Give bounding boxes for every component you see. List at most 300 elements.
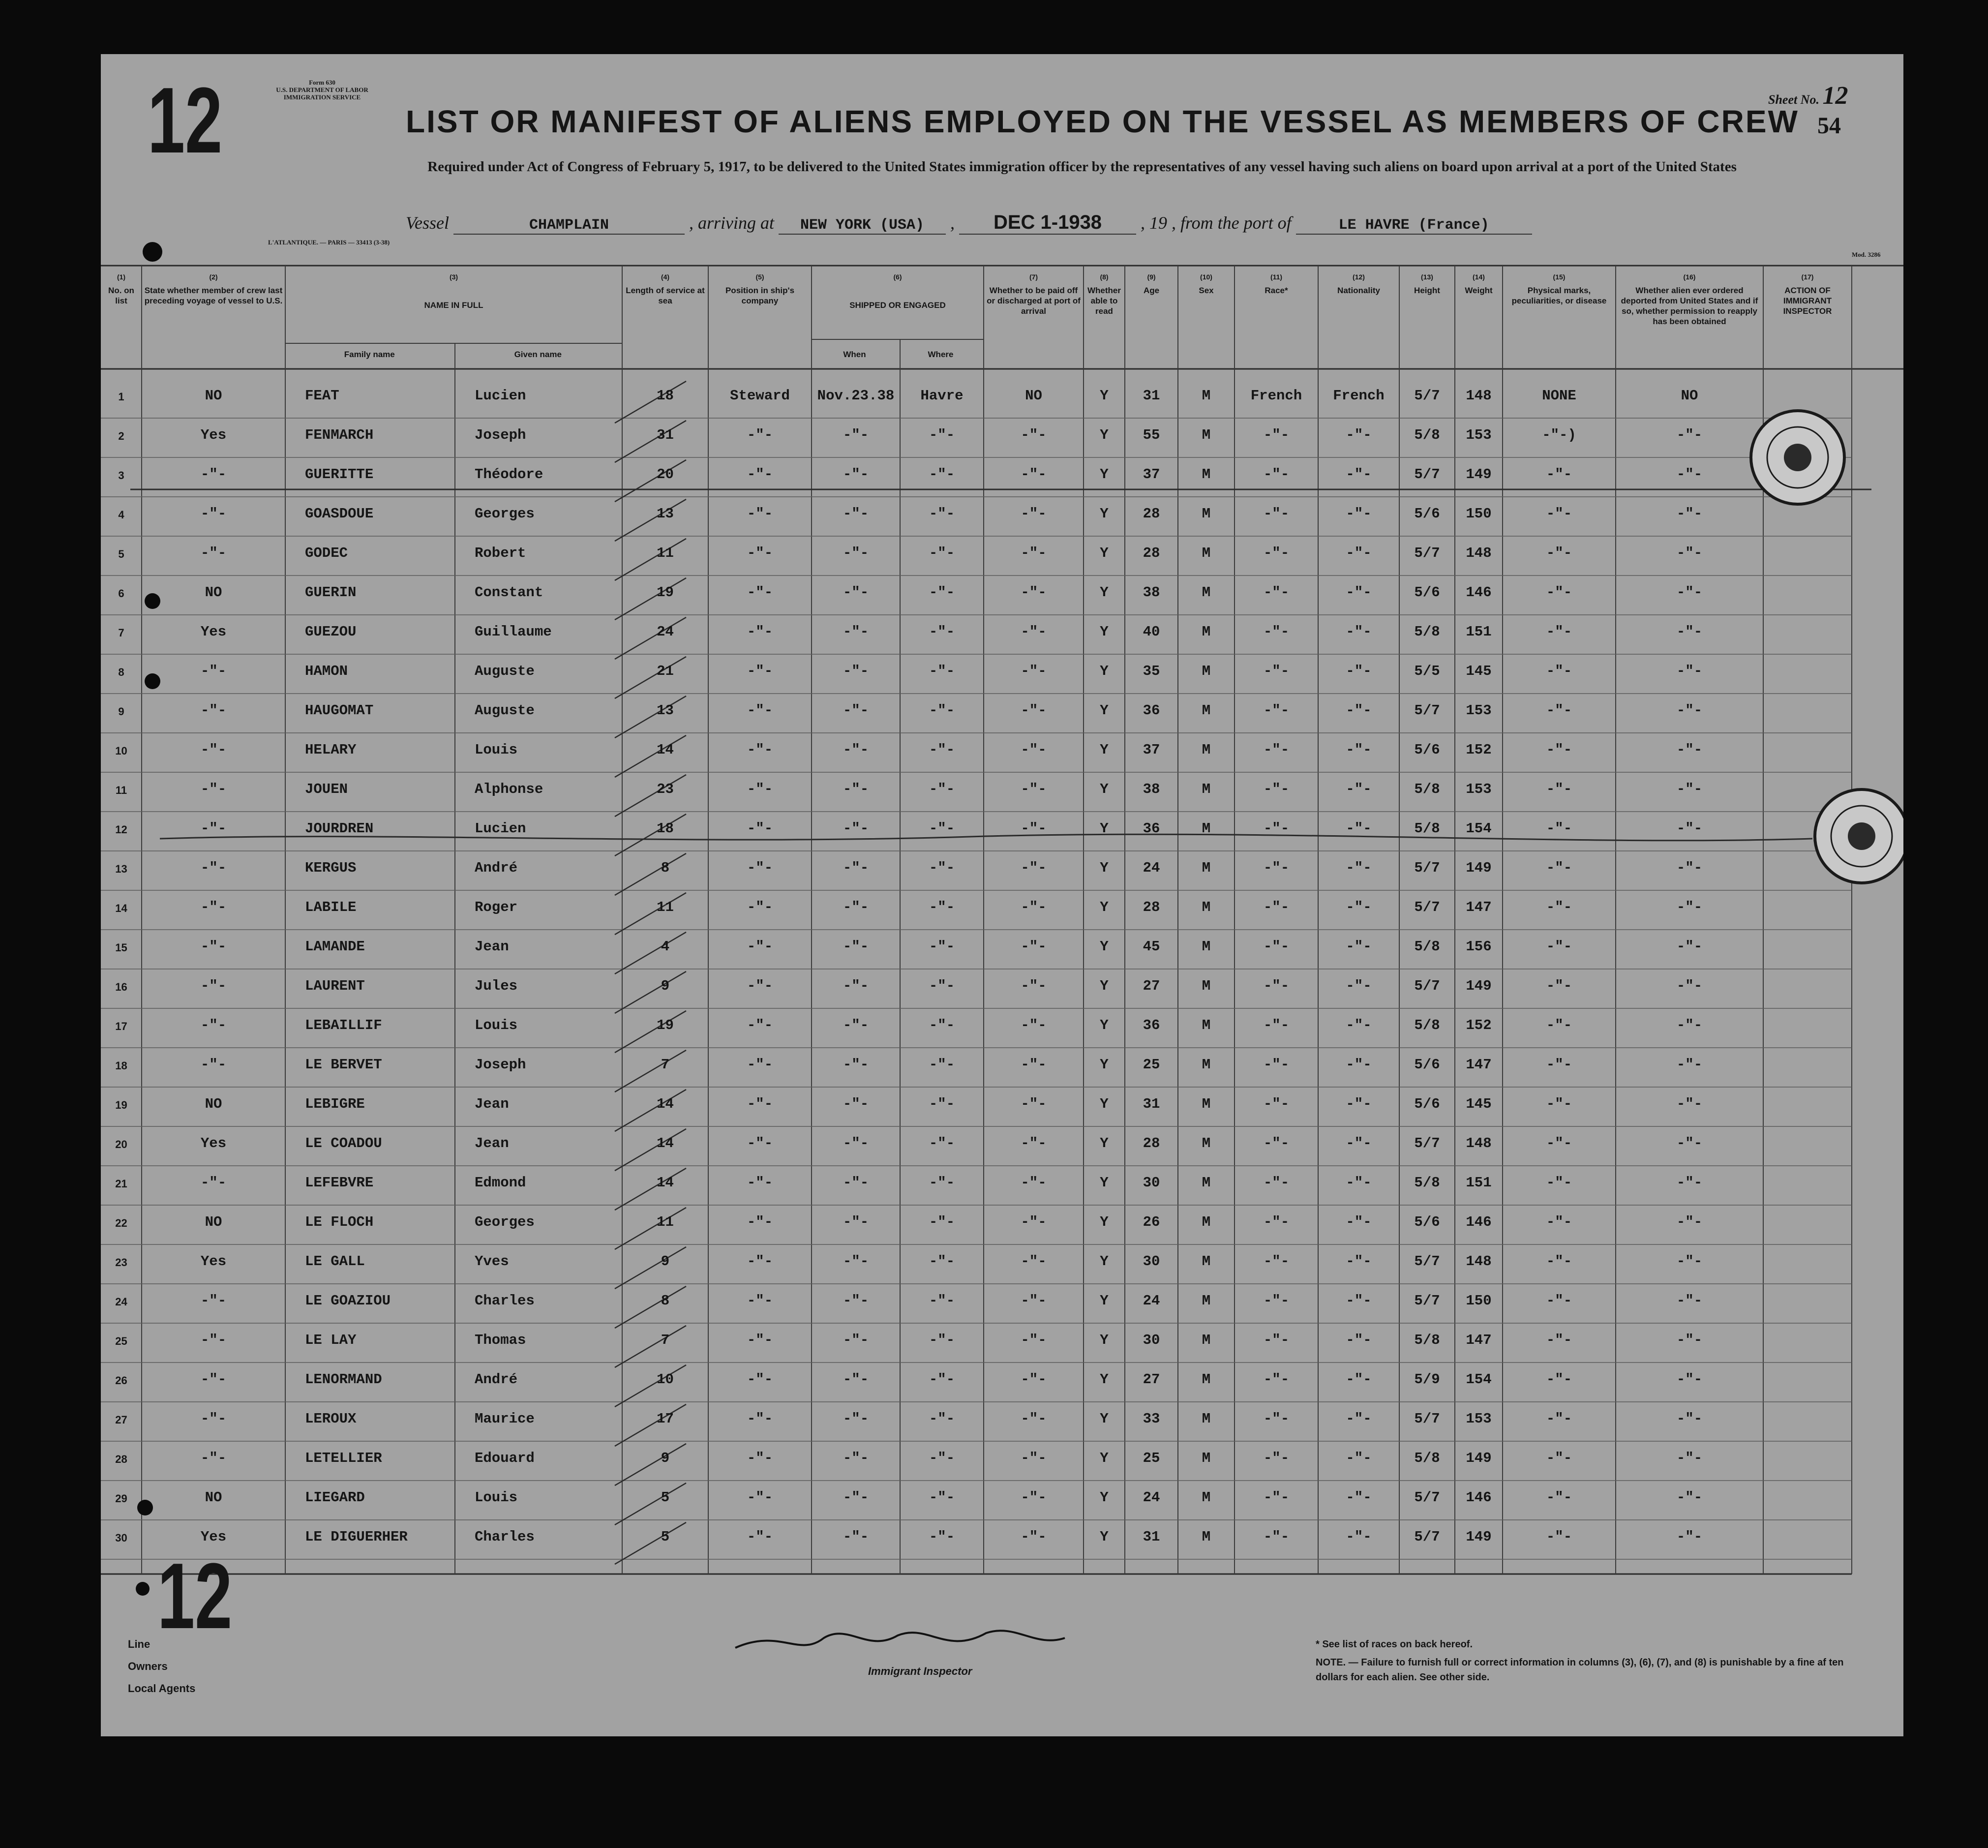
sheet-number-large: 12 xyxy=(148,68,223,173)
column-header: Length of service at sea xyxy=(626,286,705,305)
cell-service: 14 xyxy=(657,1096,674,1112)
cell-height: 5/7 xyxy=(1414,1135,1440,1151)
cell-nat: -"- xyxy=(1346,624,1372,640)
cell-when: -"- xyxy=(843,1096,869,1112)
cell-weight: 153 xyxy=(1466,1411,1492,1427)
cell-family: GUERITTE xyxy=(305,466,374,483)
consulate-stamp-icon xyxy=(1751,411,1844,504)
cell-nat: -"- xyxy=(1346,1017,1372,1033)
cell-family: LENORMAND xyxy=(305,1371,382,1388)
cell-weight: 146 xyxy=(1466,584,1492,601)
cell-position: -"- xyxy=(747,1214,773,1230)
cell-no: 21 xyxy=(115,1178,127,1190)
cell-nat: -"- xyxy=(1346,1332,1372,1348)
cell-given: Théodore xyxy=(475,466,543,483)
cell-paid: -"- xyxy=(1021,820,1047,837)
cell-given: Auguste xyxy=(475,702,535,719)
cell-age: 26 xyxy=(1143,1214,1160,1230)
penalty-note: NOTE. — Failure to furnish full or correct information in columns (3), (6), (7), and (8) is punishable by a fine af ten dollars for each alien. See other side. xyxy=(1316,1657,1844,1683)
column-number: (3) xyxy=(449,273,458,281)
column-header: Nationality xyxy=(1337,286,1380,295)
cell-position: -"- xyxy=(747,1253,773,1270)
cell-no: 12 xyxy=(115,823,127,836)
cell-sex: M xyxy=(1202,1253,1211,1270)
cell-family: LEROUX xyxy=(305,1411,357,1427)
cell-age: 27 xyxy=(1143,978,1160,994)
cell-given: Lucien xyxy=(475,820,526,837)
cell-where: -"- xyxy=(929,624,955,640)
cell-where: -"- xyxy=(929,781,955,797)
cell-deported: -"- xyxy=(1676,466,1703,483)
cell-height: 5/8 xyxy=(1414,1017,1440,1033)
cell-age: 30 xyxy=(1143,1332,1160,1348)
cell-marks: -"- xyxy=(1546,1135,1572,1151)
cell-prev: -"- xyxy=(200,1057,227,1073)
cell-weight: 150 xyxy=(1466,506,1492,522)
cell-where: -"- xyxy=(929,466,955,483)
cell-where: -"- xyxy=(929,1214,955,1230)
cell-marks: -"- xyxy=(1546,1293,1572,1309)
cell-nat: -"- xyxy=(1346,781,1372,797)
cell-when: -"- xyxy=(843,1450,869,1466)
cell-marks: -"- xyxy=(1546,899,1572,915)
cell-sex: M xyxy=(1202,545,1211,561)
cell-read: Y xyxy=(1100,1253,1109,1270)
cell-age: 37 xyxy=(1143,466,1160,483)
cell-prev: NO xyxy=(205,1096,222,1112)
cell-paid: -"- xyxy=(1021,1293,1047,1309)
cell-read: Y xyxy=(1100,624,1109,640)
cell-no: 4 xyxy=(118,509,124,521)
cell-where: -"- xyxy=(929,545,955,561)
cell-given: André xyxy=(475,860,518,876)
cell-marks: -"- xyxy=(1546,624,1572,640)
cell-paid: -"- xyxy=(1021,1371,1047,1388)
column-number: (1) xyxy=(117,273,126,281)
cell-service: 5 xyxy=(661,1529,670,1545)
cell-race: -"- xyxy=(1263,663,1290,679)
cell-weight: 146 xyxy=(1466,1489,1492,1506)
cell-height: 5/8 xyxy=(1414,1332,1440,1348)
cell-age: 31 xyxy=(1143,1096,1160,1112)
cell-weight: 147 xyxy=(1466,1057,1492,1073)
cell-marks: -"- xyxy=(1546,978,1572,994)
cell-prev: NO xyxy=(205,584,222,601)
cell-family: HELARY xyxy=(305,742,357,758)
cell-race: French xyxy=(1250,388,1302,404)
cell-marks: -"- xyxy=(1546,1489,1572,1506)
cell-read: Y xyxy=(1100,1293,1109,1309)
cell-race: -"- xyxy=(1263,820,1290,837)
cell-paid: -"- xyxy=(1021,545,1047,561)
cell-paid: -"- xyxy=(1021,584,1047,601)
cell-marks: NONE xyxy=(1542,388,1576,404)
cell-nat: -"- xyxy=(1346,506,1372,522)
cell-age: 28 xyxy=(1143,1135,1160,1151)
cell-position: Steward xyxy=(730,388,790,404)
cell-service: 19 xyxy=(657,584,674,601)
arriving-label: arriving at xyxy=(697,213,774,233)
service-label: IMMIGRATION SERVICE xyxy=(283,93,361,101)
cell-service: 20 xyxy=(657,466,674,483)
local-agents-label: Local Agents xyxy=(128,1682,196,1695)
cell-age: 28 xyxy=(1143,545,1160,561)
cell-where: -"- xyxy=(929,1371,955,1388)
cell-read: Y xyxy=(1100,1175,1109,1191)
cell-when: Nov.23.38 xyxy=(817,388,895,404)
cell-when: -"- xyxy=(843,1529,869,1545)
cell-prev: NO xyxy=(205,1489,222,1506)
cell-no: 26 xyxy=(115,1374,127,1387)
cell-age: 31 xyxy=(1143,1529,1160,1545)
cell-given: Jean xyxy=(475,939,509,955)
cell-deported: -"- xyxy=(1676,1135,1703,1151)
cell-nat: -"- xyxy=(1346,1096,1372,1112)
cell-no: 2 xyxy=(118,430,124,442)
cell-race: -"- xyxy=(1263,860,1290,876)
cell-deported: -"- xyxy=(1676,506,1703,522)
cell-marks: -"- xyxy=(1546,939,1572,955)
cell-service: 7 xyxy=(661,1332,670,1348)
cell-service: 9 xyxy=(661,1253,670,1270)
cell-nat: -"- xyxy=(1346,545,1372,561)
cell-read: Y xyxy=(1100,820,1109,837)
cell-when: -"- xyxy=(843,939,869,955)
printer-note: L'ATLANTIQUE. — PARIS — 33413 (3-38) xyxy=(268,239,390,246)
cell-age: 36 xyxy=(1143,1017,1160,1033)
column-header: Whether alien ever ordered deported from United States and if so, whether permission to reapply has been obtained xyxy=(1621,286,1758,326)
cell-height: 5/6 xyxy=(1414,1057,1440,1073)
sheet-number-footer: 12 xyxy=(157,1544,233,1648)
cell-deported: -"- xyxy=(1676,702,1703,719)
column-subheader: When xyxy=(843,350,866,359)
cell-where: -"- xyxy=(929,1489,955,1506)
cell-position: -"- xyxy=(747,1017,773,1033)
cell-height: 5/8 xyxy=(1414,624,1440,640)
cell-when: -"- xyxy=(843,1489,869,1506)
cell-age: 25 xyxy=(1143,1057,1160,1073)
cell-read: Y xyxy=(1100,466,1109,483)
cell-marks: -"- xyxy=(1546,545,1572,561)
cell-deported: -"- xyxy=(1676,1017,1703,1033)
cell-family: GOASDOUE xyxy=(305,506,374,522)
cell-given: Yves xyxy=(475,1253,509,1270)
cell-race: -"- xyxy=(1263,1253,1290,1270)
cell-age: 38 xyxy=(1143,781,1160,797)
cell-prev: -"- xyxy=(200,1293,227,1309)
form-number: Form 630 xyxy=(309,79,335,86)
cell-height: 5/9 xyxy=(1414,1371,1440,1388)
cell-weight: 147 xyxy=(1466,1332,1492,1348)
cell-paid: -"- xyxy=(1021,1529,1047,1545)
cell-family: FEAT xyxy=(305,388,339,404)
cell-age: 28 xyxy=(1143,506,1160,522)
cell-race: -"- xyxy=(1263,742,1290,758)
cell-height: 5/6 xyxy=(1414,584,1440,601)
cell-nat: -"- xyxy=(1346,466,1372,483)
cell-height: 5/8 xyxy=(1414,939,1440,955)
cell-height: 5/7 xyxy=(1414,1293,1440,1309)
cell-prev: -"- xyxy=(200,820,227,837)
cell-given: Lucien xyxy=(475,388,526,404)
cell-age: 24 xyxy=(1143,1293,1160,1309)
cell-where: -"- xyxy=(929,584,955,601)
cell-read: Y xyxy=(1100,506,1109,522)
cell-deported: -"- xyxy=(1676,820,1703,837)
cell-read: Y xyxy=(1100,1529,1109,1545)
cell-given: Guillaume xyxy=(475,624,552,640)
cell-position: -"- xyxy=(747,978,773,994)
cell-position: -"- xyxy=(747,545,773,561)
departure-port: LE HAVRE (France) xyxy=(1296,217,1532,235)
cell-marks: -"- xyxy=(1546,663,1572,679)
cell-race: -"- xyxy=(1263,1293,1290,1309)
cell-sex: M xyxy=(1202,388,1211,404)
cell-race: -"- xyxy=(1263,939,1290,955)
cell-when: -"- xyxy=(843,742,869,758)
sheet-no-label: Sheet No. 12 xyxy=(1768,82,1848,110)
cell-nat: -"- xyxy=(1346,742,1372,758)
cell-weight: 151 xyxy=(1466,624,1492,640)
cell-prev: -"- xyxy=(200,1411,227,1427)
cell-paid: -"- xyxy=(1021,1214,1047,1230)
manifest-sheet xyxy=(101,54,1903,1736)
cell-no: 13 xyxy=(115,863,127,875)
cell-no: 7 xyxy=(118,627,124,639)
cell-no: 18 xyxy=(115,1060,127,1072)
cell-service: 9 xyxy=(661,978,670,994)
cell-read: Y xyxy=(1100,427,1109,443)
cell-weight: 151 xyxy=(1466,1175,1492,1191)
cell-race: -"- xyxy=(1263,1489,1290,1506)
cell-marks: -"- xyxy=(1546,506,1572,522)
cell-when: -"- xyxy=(843,702,869,719)
column-subheader: Family name xyxy=(344,350,395,359)
cell-nat: -"- xyxy=(1346,1293,1372,1309)
cell-height: 5/8 xyxy=(1414,1175,1440,1191)
cell-no: 11 xyxy=(115,784,127,796)
cell-no: 29 xyxy=(115,1492,127,1505)
cell-position: -"- xyxy=(747,1135,773,1151)
cell-given: Alphonse xyxy=(475,781,543,797)
cell-age: 27 xyxy=(1143,1371,1160,1388)
vessel-label: Vessel xyxy=(406,213,449,233)
column-number: (7) xyxy=(1029,273,1038,281)
cell-prev: NO xyxy=(205,388,222,404)
cell-where: -"- xyxy=(929,427,955,443)
cell-race: -"- xyxy=(1263,702,1290,719)
cell-deported: NO xyxy=(1681,388,1698,404)
cell-family: HAUGOMAT xyxy=(305,702,374,719)
cell-height: 5/5 xyxy=(1414,663,1440,679)
cell-race: -"- xyxy=(1263,1411,1290,1427)
cell-sex: M xyxy=(1202,427,1211,443)
cell-height: 5/7 xyxy=(1414,860,1440,876)
cell-given: Charles xyxy=(475,1293,535,1309)
cell-service: 4 xyxy=(661,939,670,955)
cell-paid: -"- xyxy=(1021,899,1047,915)
cell-read: Y xyxy=(1100,388,1109,404)
cell-marks: -"- xyxy=(1546,702,1572,719)
cell-read: Y xyxy=(1100,702,1109,719)
cell-no: 20 xyxy=(115,1138,127,1151)
cell-weight: 145 xyxy=(1466,1096,1492,1112)
cell-no: 14 xyxy=(115,902,127,914)
cell-deported: -"- xyxy=(1676,1175,1703,1191)
cell-no: 8 xyxy=(118,666,124,678)
cell-position: -"- xyxy=(747,820,773,837)
cell-family: LABILE xyxy=(305,899,357,915)
vessel-name: CHAMPLAIN xyxy=(453,217,685,235)
cell-weight: 148 xyxy=(1466,545,1492,561)
cell-read: Y xyxy=(1100,545,1109,561)
department-label: U.S. DEPARTMENT OF LABOR xyxy=(276,86,368,93)
cell-service: 11 xyxy=(657,545,674,561)
cell-paid: -"- xyxy=(1021,1175,1047,1191)
cell-sex: M xyxy=(1202,1411,1211,1427)
cell-height: 5/6 xyxy=(1414,1214,1440,1230)
cell-read: Y xyxy=(1100,978,1109,994)
cell-marks: -"-) xyxy=(1542,427,1576,443)
cell-weight: 148 xyxy=(1466,1135,1492,1151)
arrival-date: DEC 1-1938 xyxy=(959,212,1136,235)
cell-prev: -"- xyxy=(200,1175,227,1191)
cell-service: 18 xyxy=(657,388,674,404)
cell-when: -"- xyxy=(843,1293,869,1309)
cell-marks: -"- xyxy=(1546,1253,1572,1270)
column-number: (13) xyxy=(1421,273,1433,281)
cell-sex: M xyxy=(1202,860,1211,876)
cell-height: 5/8 xyxy=(1414,1450,1440,1466)
cell-prev: Yes xyxy=(200,1135,227,1151)
sheet-no-value: 12 xyxy=(1822,82,1848,110)
cell-sex: M xyxy=(1202,1371,1211,1388)
cell-position: -"- xyxy=(747,624,773,640)
cell-read: Y xyxy=(1100,742,1109,758)
cell-no: 1 xyxy=(118,391,124,403)
cell-service: 10 xyxy=(657,1371,674,1388)
cell-height: 5/6 xyxy=(1414,1096,1440,1112)
cell-when: -"- xyxy=(843,427,869,443)
cell-family: FENMARCH xyxy=(305,427,374,443)
cell-position: -"- xyxy=(747,1450,773,1466)
cell-when: -"- xyxy=(843,1057,869,1073)
cell-given: Constant xyxy=(475,584,543,601)
cell-height: 5/7 xyxy=(1414,978,1440,994)
cell-no: 3 xyxy=(118,469,124,482)
cell-sex: M xyxy=(1202,1450,1211,1466)
cell-height: 5/8 xyxy=(1414,820,1440,837)
model-note: Mod. 3286 xyxy=(1852,251,1881,258)
cell-position: -"- xyxy=(747,1057,773,1073)
cell-sex: M xyxy=(1202,1214,1211,1230)
cell-when: -"- xyxy=(843,860,869,876)
column-header: NAME IN FULL xyxy=(424,301,483,310)
cell-where: -"- xyxy=(929,506,955,522)
cell-race: -"- xyxy=(1263,1214,1290,1230)
punch-hole xyxy=(143,242,162,262)
cell-read: Y xyxy=(1100,1135,1109,1151)
cell-sex: M xyxy=(1202,1017,1211,1033)
cell-weight: 153 xyxy=(1466,702,1492,719)
inspector-signature xyxy=(735,1631,1065,1648)
cell-deported: -"- xyxy=(1676,624,1703,640)
cell-family: LETELLIER xyxy=(305,1450,382,1466)
cell-paid: -"- xyxy=(1021,1017,1047,1033)
column-number: (14) xyxy=(1473,273,1485,281)
cell-when: -"- xyxy=(843,1175,869,1191)
year-label: 19 xyxy=(1149,213,1167,233)
cell-service: 24 xyxy=(657,624,674,640)
cell-weight: 154 xyxy=(1466,1371,1492,1388)
cell-position: -"- xyxy=(747,939,773,955)
cell-sex: M xyxy=(1202,1489,1211,1506)
cell-height: 5/7 xyxy=(1414,702,1440,719)
cell-nat: -"- xyxy=(1346,1489,1372,1506)
cell-nat: -"- xyxy=(1346,1411,1372,1427)
column-subheader: Where xyxy=(928,350,954,359)
cell-weight: 147 xyxy=(1466,899,1492,915)
cell-paid: -"- xyxy=(1021,1450,1047,1466)
cell-prev: -"- xyxy=(200,742,227,758)
cell-read: Y xyxy=(1100,1489,1109,1506)
cell-height: 5/6 xyxy=(1414,506,1440,522)
cell-race: -"- xyxy=(1263,427,1290,443)
cell-age: 38 xyxy=(1143,584,1160,601)
cell-nat: -"- xyxy=(1346,820,1372,837)
cell-when: -"- xyxy=(843,899,869,915)
cell-prev: -"- xyxy=(200,1450,227,1466)
cell-given: Georges xyxy=(475,1214,535,1230)
column-number: (4) xyxy=(661,273,670,281)
cell-nat: -"- xyxy=(1346,860,1372,876)
cell-where: -"- xyxy=(929,820,955,837)
cell-marks: -"- xyxy=(1546,466,1572,483)
cell-deported: -"- xyxy=(1676,1057,1703,1073)
cell-where: -"- xyxy=(929,860,955,876)
cell-where: -"- xyxy=(929,663,955,679)
cell-position: -"- xyxy=(747,1175,773,1191)
cell-marks: -"- xyxy=(1546,1017,1572,1033)
column-header: Physical marks, peculiarities, or disease xyxy=(1511,286,1607,305)
cell-sex: M xyxy=(1202,584,1211,601)
cell-given: Auguste xyxy=(475,663,535,679)
cell-paid: -"- xyxy=(1021,742,1047,758)
cell-family: LE COADOU xyxy=(305,1135,382,1151)
cell-weight: 152 xyxy=(1466,742,1492,758)
cell-when: -"- xyxy=(843,624,869,640)
cell-given: Joseph xyxy=(475,427,526,443)
cell-family: KERGUS xyxy=(305,860,357,876)
cell-sex: M xyxy=(1202,1175,1211,1191)
cell-family: LE LAY xyxy=(305,1332,357,1348)
cell-marks: -"- xyxy=(1546,1411,1572,1427)
cell-given: Jean xyxy=(475,1096,509,1112)
cell-race: -"- xyxy=(1263,1096,1290,1112)
cell-no: 27 xyxy=(115,1414,127,1426)
cell-service: 18 xyxy=(657,820,674,837)
cell-read: Y xyxy=(1100,1450,1109,1466)
cell-read: Y xyxy=(1100,899,1109,915)
cell-where: -"- xyxy=(929,1293,955,1309)
cell-paid: -"- xyxy=(1021,1411,1047,1427)
cell-read: Y xyxy=(1100,584,1109,601)
cell-position: -"- xyxy=(747,1371,773,1388)
cell-nat: -"- xyxy=(1346,702,1372,719)
cell-service: 9 xyxy=(661,1450,670,1466)
cell-age: 36 xyxy=(1143,820,1160,837)
cell-read: Y xyxy=(1100,860,1109,876)
